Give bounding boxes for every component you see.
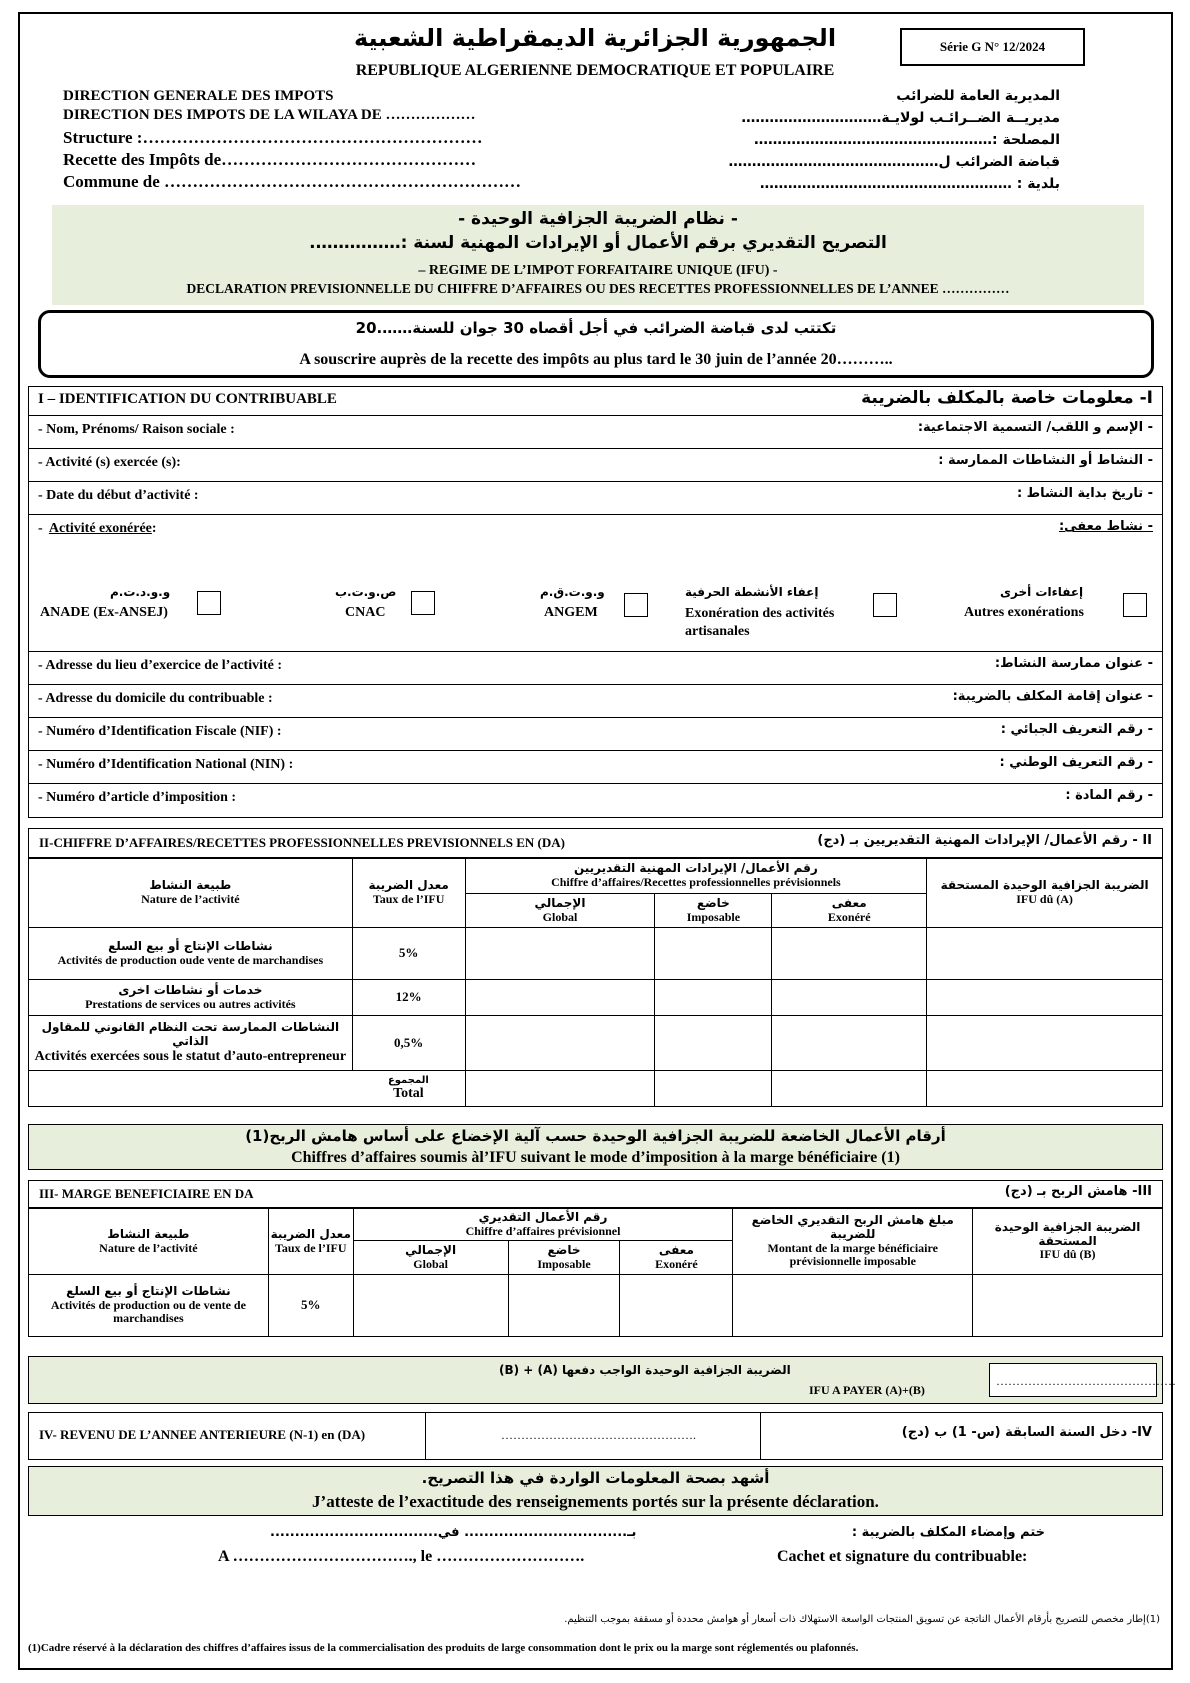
- field-nom[interactable]: [28, 416, 1163, 449]
- s3-cell-exonere[interactable]: [620, 1275, 733, 1337]
- checkbox-angem[interactable]: [540, 585, 660, 625]
- exo-label-ar: - نشاط معفى:: [1058, 519, 1153, 534]
- header-ar-title: الجمهورية الجزائرية الديمقراطية الشعبية: [353, 24, 837, 52]
- section1-fr-title: I – IDENTIFICATION DU CONTRIBUABLE: [38, 391, 337, 407]
- sign-cachet-ar: ختم وإمضاء المكلف بالضريبة :: [851, 1525, 1045, 1540]
- field-nif-label: - Numéro d’Identification Fiscale (NIF) :: [38, 724, 282, 739]
- checkbox-autres-fr: Autres exonérations: [964, 605, 1084, 620]
- s3-h-ifu: الضريبة الجزافية الوحيدة المستحقة IFU dû (B): [973, 1209, 1163, 1275]
- s3-h-ca: رقم الأعمال التقديري Chiffre d’affaires prévisionnel: [353, 1209, 733, 1241]
- s2-row-services-taux: 12%: [352, 980, 465, 1016]
- s2-cell-global[interactable]: [465, 1016, 655, 1071]
- s2-cell-exonere[interactable]: [772, 1016, 927, 1071]
- s2-total-imposable[interactable]: [655, 1071, 772, 1107]
- s3-h-taux: معدل الضريبة Taux de l’IFU: [268, 1209, 353, 1275]
- field-nif[interactable]: [28, 718, 1163, 751]
- field-nin[interactable]: [28, 751, 1163, 784]
- s2-cell-global[interactable]: [465, 928, 655, 980]
- section1-ar-title: I- معلومات خاصة بالمكلف بالضريبة: [861, 388, 1153, 408]
- field-date-debut-label-ar: - تاريخ بداية النشاط :: [1016, 486, 1153, 501]
- field-nin-label-ar: - رقم التعريف الوطني :: [999, 755, 1153, 770]
- section2-ar-title: II - رقم الأعمال/ الإيرادات المهنية التقديريين بـ (دج): [817, 833, 1152, 848]
- field-date-debut-label: - Date du début d’activité :: [38, 488, 199, 503]
- header-right-3: المصلحة :……………………………………………: [753, 132, 1060, 148]
- footnote-ar: (1)إطار مخصص للتصريح بأرقام الأعمال الناتجة عن تسويق المنتجات الواسعة الاستهلاك ذات أسعار أو هوامش محددة أو مسقفة بموجب التنظيم.: [564, 1614, 1160, 1625]
- section3-title-bar: [28, 1180, 1163, 1208]
- checkbox-anade-box[interactable]: [197, 591, 221, 615]
- s3-cell-imposable[interactable]: [508, 1275, 620, 1337]
- s3-row-production: نشاطات الإنتاج أو بيع السلع Activités de production ou de vente de marchandises: [29, 1275, 269, 1337]
- s2-cell-exonere[interactable]: [772, 928, 927, 980]
- ifu-payer-box: [28, 1356, 1176, 1404]
- section4-ar: IV- دخل السنة السابقة (س- 1) ب (دج): [901, 1425, 1152, 1440]
- attest-ar: أشهد بصحة المعلومات الواردة في هذا التصريح.: [421, 1469, 770, 1487]
- s2-h-global: الإجمالي Global: [465, 894, 655, 928]
- s2-cell-imposable[interactable]: [655, 928, 772, 980]
- ifu-payer-field[interactable]: [989, 1363, 1176, 1397]
- banner-ar-2: التصريح التقديري برقم الأعمال أو الإيرادات المهنية لسنة :…………….: [309, 233, 887, 253]
- s2-h-ca: رقم الأعمال/ الإيرادات المهنية التقديريين Chiffre d’affaires/Recettes professionnelles prévisionnels: [465, 859, 927, 894]
- field-nom-label-ar: - الإسم و اللقب/ التسمية الاجتماعية:: [917, 420, 1153, 435]
- checkbox-cnac[interactable]: [335, 585, 445, 625]
- section4-field[interactable]: [425, 1412, 761, 1460]
- s2-total-ifu[interactable]: [927, 1071, 1163, 1107]
- section1-title-row: [28, 386, 1163, 416]
- field-activite-label: - Activité (s) exercée (s):: [38, 455, 181, 470]
- s2-total-exonere[interactable]: [772, 1071, 927, 1107]
- s2-cell-ifu[interactable]: [927, 1016, 1163, 1071]
- s3-h-imposable: خاضع Imposable: [508, 1241, 620, 1275]
- regime-banner: [52, 205, 1144, 305]
- s2-row-services: خدمات أو نشاطات اخرى Prestations de services ou autres activités: [29, 980, 353, 1016]
- s3-h-nature: طبيعة النشاط Nature de l’activité: [29, 1209, 269, 1275]
- s2-h-taux: معدل الضريبة Taux de l’IFU: [352, 859, 465, 928]
- s2-cell-exonere[interactable]: [772, 980, 927, 1016]
- banner-fr-2: DECLARATION PREVISIONNELLE DU CHIFFRE D’AFFAIRES OU DES RECETTES PROFESSIONNELLES DE L’ANNEE ……………: [186, 281, 1010, 296]
- s2-h-imposable: خاضع Imposable: [655, 894, 772, 928]
- banner-fr-1: – REGIME DE L’IMPOT FORFAITAIRE UNIQUE (IFU) -: [418, 263, 778, 278]
- field-adresse-activite-label-ar: - عنوان ممارسة النشاط:: [994, 656, 1153, 671]
- field-article-label: - Numéro d’article d’imposition :: [38, 790, 237, 805]
- s3-row-taux: 5%: [268, 1275, 353, 1337]
- field-adresse-domicile-label-ar: - عنوان إقامة المكلف بالضريبة:: [952, 689, 1153, 704]
- checkbox-artisanales-fr: Exonération des activités artisanales: [685, 606, 835, 640]
- attest-box: [28, 1466, 1163, 1516]
- ifu-payer-ar: الضريبة الجزافية الوحيدة الواجب دفعها (A) + (B): [499, 1363, 791, 1377]
- s3-h-exonere: معفى Exonéré: [620, 1241, 733, 1275]
- s2-total-label: المجموع Total: [352, 1071, 465, 1107]
- header-left-2: DIRECTION DES IMPOTS DE LA WILAYA DE ………………: [63, 107, 476, 123]
- section2-title-bar: [28, 828, 1163, 858]
- s2-total-global[interactable]: [465, 1071, 655, 1107]
- s2-h-ifu: الضريبة الجزافية الوحيدة المستحقة IFU dû (A): [927, 859, 1163, 928]
- s2-cell-imposable[interactable]: [655, 1016, 772, 1071]
- checkbox-cnac-fr: CNAC: [345, 605, 386, 620]
- ifu-payer-dots: ………………………………………: [996, 1374, 1176, 1388]
- deadline-fr: A souscrire auprès de la recette des impôts au plus tard le 30 juin de l’année 20………..: [299, 351, 893, 368]
- header-fr-title: REPUBLIQUE ALGERIENNE DEMOCRATIQUE ET POPULAIRE: [355, 62, 835, 79]
- section2-table: [28, 858, 1163, 1107]
- footnote-fr: (1)Cadre réservé à la déclaration des chiffres d’affaires issus de la commercialisation des produits de large consommation dont le prix ou la marge sont réglementés ou plafonnés.: [28, 1642, 859, 1654]
- field-nin-label: - Numéro d’Identification National (NIN) :: [38, 757, 294, 772]
- checkbox-cnac-box[interactable]: [411, 591, 435, 615]
- field-nom-label: - Nom, Prénoms/ Raison sociale :: [38, 422, 235, 437]
- s2-row-production-taux: 5%: [352, 928, 465, 980]
- s2-row-production: نشاطات الإنتاج أو بيع السلع Activités de production oude vente de marchandises: [29, 928, 353, 980]
- checkbox-artisanales-box[interactable]: [873, 593, 897, 617]
- marge-banner-ar: أرقام الأعمال الخاضعة للضريبة الجزافية الوحيدة حسب آلية الإخضاع على أساس هامش الربح(1): [245, 1127, 946, 1145]
- header-left-4: Recette des Impôts de………………………………………: [63, 150, 477, 169]
- deadline-ar: تكتتب لدى قباضة الضرائب في أجل أقصاه 30 جوان للسنة…….20: [355, 319, 837, 337]
- checkbox-artisanales-ar: إعفاء الأنشطة الحرفية: [685, 585, 819, 599]
- marge-banner: [28, 1124, 1163, 1170]
- s2-h-nature: طبيعة النشاط Nature de l’activité: [29, 859, 353, 928]
- s3-h-global: الإجمالي Global: [353, 1241, 508, 1275]
- field-adresse-activite[interactable]: [28, 652, 1163, 685]
- sign-place-ar[interactable]: بـ................................. في..................................: [270, 1525, 637, 1540]
- header-right-5: بلدية : ………………………………………………: [759, 176, 1060, 192]
- field-article[interactable]: [28, 784, 1163, 817]
- field-activite[interactable]: [28, 449, 1163, 482]
- checkbox-cnac-ar: ص.و.ت.ب: [335, 585, 397, 599]
- checkbox-anade[interactable]: [40, 585, 240, 625]
- header-right-4: قباضة الضرائب ل………………………………………: [728, 154, 1060, 170]
- section4-dots: ………………………………………….: [501, 1428, 696, 1442]
- header-left-1: DIRECTION GENERALE DES IMPOTS: [63, 88, 334, 104]
- s2-h-exonere: معفى Exonéré: [772, 894, 927, 928]
- checkbox-anade-ar: و.و.د.ت.م: [110, 585, 171, 599]
- checkbox-autres-box[interactable]: [1123, 593, 1147, 617]
- ifu-payer-fr: IFU A PAYER (A)+(B): [809, 1383, 925, 1397]
- checkbox-autres-ar: إعفاءات أخرى: [1000, 585, 1084, 599]
- s3-cell-ifu[interactable]: [973, 1275, 1163, 1337]
- section3-fr-title: III- MARGE BENEFICIAIRE EN DA: [39, 1186, 254, 1201]
- field-activite-exoneree: [28, 515, 1163, 652]
- header-left-5: Commune de ………………………………………………………: [63, 172, 522, 191]
- s2-row-auto-entrepreneur: النشاطات الممارسة تحت النظام القانوني للمقاول الذاتي Activités exercées sous le statut d’auto-entrepreneur: [29, 1016, 353, 1071]
- checkbox-artisanales[interactable]: [685, 585, 905, 645]
- sign-cachet-fr[interactable]: Cachet et signature du contribuable:: [777, 1548, 1028, 1565]
- deadline-box: [38, 310, 1154, 378]
- banner-ar-1: - نظام الضريبة الجزافية الوحيدة -: [458, 209, 738, 229]
- attest-fr: J’atteste de l’exactitude des renseignements portés sur la présente déclaration.: [312, 1492, 879, 1511]
- section4-box: [28, 1412, 1163, 1460]
- checkbox-autres[interactable]: [960, 585, 1150, 625]
- section4-fr: IV- REVENU DE L’ANNEE ANTERIEURE (N-1) en (DA): [39, 1427, 366, 1442]
- section2-fr-title: II-CHIFFRE D’AFFAIRES/RECETTES PROFESSIONNELLES PREVISIONNELS EN (DA): [39, 835, 565, 850]
- s3-h-marge: مبلغ هامش الربح التقديري الخاضع للضريبة Montant de la marge bénéficiaire prévisionnelle imposable: [733, 1209, 973, 1275]
- checkbox-anade-fr: ANADE (Ex-ANSEJ): [40, 605, 168, 620]
- exo-label: - Activité exonérée:: [38, 521, 157, 536]
- sign-place-fr[interactable]: A ……………………………., le ……………………….: [218, 1548, 585, 1565]
- section3-table: [28, 1208, 1163, 1337]
- field-adresse-activite-label: - Adresse du lieu d’exercice de l’activité :: [38, 658, 283, 673]
- field-adresse-domicile-label: - Adresse du domicile du contribuable :: [38, 691, 273, 706]
- header-left-3: Structure :……………………………………………………: [63, 128, 483, 147]
- header-right-1: المديرية العامة للضرائب: [896, 88, 1060, 104]
- checkbox-angem-ar: و.و.ت.ق.م: [540, 585, 605, 599]
- s2-cell-global[interactable]: [465, 980, 655, 1016]
- serie-box: Série G N° 12/2024: [900, 28, 1085, 66]
- field-article-label-ar: - رقم المادة :: [1065, 788, 1153, 803]
- s3-cell-global[interactable]: [353, 1275, 508, 1337]
- s3-cell-marge[interactable]: [733, 1275, 973, 1337]
- field-adresse-domicile[interactable]: [28, 685, 1163, 718]
- s2-cell-ifu[interactable]: [927, 980, 1163, 1016]
- checkbox-angem-box[interactable]: [624, 593, 648, 617]
- section3-ar-title: III- هامش الربح بـ (دج): [1004, 1184, 1152, 1199]
- s2-cell-imposable[interactable]: [655, 980, 772, 1016]
- s2-row-auto-taux: 0,5%: [352, 1016, 465, 1071]
- checkbox-angem-fr: ANGEM: [544, 605, 598, 620]
- header-right-2: مديريــة الضــرائـب لولايـة…………………………: [741, 110, 1060, 126]
- field-nif-label-ar: - رقم التعريف الجبائي :: [1000, 722, 1153, 737]
- field-date-debut[interactable]: [28, 482, 1163, 515]
- field-activite-label-ar: - النشاط أو النشاطات الممارسة :: [938, 453, 1153, 468]
- s2-cell-ifu[interactable]: [927, 928, 1163, 980]
- marge-banner-fr: Chiffres d’affaires soumis àl’IFU suivant le mode d’imposition à la marge bénéficiaire (1): [291, 1149, 900, 1166]
